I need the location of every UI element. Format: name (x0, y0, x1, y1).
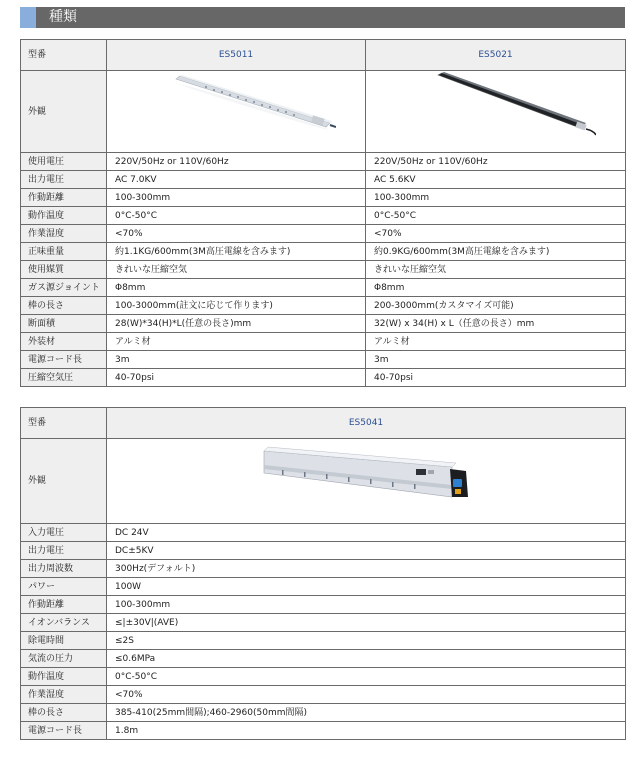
spec-label: 除電時間 (21, 632, 107, 650)
spec-value: ≤2S (107, 632, 626, 650)
spec-value-es5011: 100-3000mm(註文に応じて作ります) (107, 297, 366, 315)
spec-label: パワー (21, 578, 107, 596)
spec-label: 出力周波数 (21, 560, 107, 578)
spec-value-es5011: Φ8mm (107, 279, 366, 297)
ionizer-bar-dc-image (256, 439, 476, 523)
spec-row (21, 578, 626, 596)
spec-value-es5011: AC 7.0KV (107, 171, 366, 189)
spec-value: 1.8m (107, 722, 626, 740)
spec-value-es5011: 約1.1KG/600mm(3M高圧電線を含みます) (107, 243, 366, 261)
spec-value: DC±5KV (107, 542, 626, 560)
spec-value: 385-410(25mm間隔);460-2960(50mm間隔) (107, 704, 626, 722)
header-accent (20, 7, 36, 28)
spec-label: ガス源ジョイント (21, 279, 107, 297)
spec-value-es5021: 200-3000mm(カスタマイズ可能) (366, 297, 626, 315)
spec-value: ≤|±30V|(AVE) (107, 614, 626, 632)
spec-row (21, 369, 626, 387)
model-es5041: ES5041 (107, 408, 626, 439)
model-label: 型番 (21, 408, 107, 439)
spec-value-es5021: 3m (366, 351, 626, 369)
spec-row (21, 189, 626, 207)
spec-label: 圧縮空気圧 (21, 369, 107, 387)
spec-row (21, 650, 626, 668)
spec-value: <70% (107, 686, 626, 704)
product-image-es5021 (366, 71, 626, 153)
spec-label: 作業湿度 (21, 225, 107, 243)
spec-label: 動作温度 (21, 207, 107, 225)
spec-label: 出力電圧 (21, 542, 107, 560)
product-image-es5011 (107, 71, 366, 153)
spec-row (21, 333, 626, 351)
spec-row (21, 722, 626, 740)
spec-row (21, 614, 626, 632)
spec-value-es5011: 220V/50Hz or 110V/60Hz (107, 153, 366, 171)
spec-row (21, 704, 626, 722)
spec-label: 断面積 (21, 315, 107, 333)
spec-value-es5011: 100-300mm (107, 189, 366, 207)
spec-row (21, 351, 626, 369)
spec-table-es5041 (20, 407, 626, 740)
spec-row (21, 315, 626, 333)
spec-value-es5021: 100-300mm (366, 189, 626, 207)
spec-row (21, 686, 626, 704)
spec-value-es5011: アルミ材 (107, 333, 366, 351)
spec-label: 作動距離 (21, 189, 107, 207)
spec-value-es5011: 40-70psi (107, 369, 366, 387)
spec-value: 100-300mm (107, 596, 626, 614)
spec-label: 入力電圧 (21, 524, 107, 542)
spec-value-es5011: 0°C-50°C (107, 207, 366, 225)
spec-value: 0°C-50°C (107, 668, 626, 686)
spec-value-es5021: 40-70psi (366, 369, 626, 387)
section-title: 種類 (49, 9, 77, 25)
spec-row (21, 243, 626, 261)
model-label: 型番 (21, 40, 107, 71)
spec-label: 作業湿度 (21, 686, 107, 704)
spec-value: 300Hz(デフォルト) (107, 560, 626, 578)
spec-value: ≤0.6MPa (107, 650, 626, 668)
spec-value-es5021: 32(W) x 34(H) x L（任意の長さ）mm (366, 315, 626, 333)
appearance-row (21, 71, 626, 153)
spec-row (21, 668, 626, 686)
spec-label: 正味重量 (21, 243, 107, 261)
spec-row (21, 261, 626, 279)
spec-row (21, 153, 626, 171)
spec-label: イオンバランス (21, 614, 107, 632)
spec-row (21, 279, 626, 297)
spec-value-es5021: アルミ材 (366, 333, 626, 351)
spec-value-es5011: きれいな圧縮空気 (107, 261, 366, 279)
spec-label: 外装材 (21, 333, 107, 351)
spec-row (21, 297, 626, 315)
appearance-label: 外観 (21, 71, 107, 153)
spec-value-es5021: AC 5.6KV (366, 171, 626, 189)
spec-label: 使用電圧 (21, 153, 107, 171)
spec-label: 使用媒質 (21, 261, 107, 279)
spec-value-es5021: 0°C-50°C (366, 207, 626, 225)
spec-row (21, 596, 626, 614)
product-image-es5041 (107, 439, 626, 524)
spec-label: 動作温度 (21, 668, 107, 686)
spec-value-es5011: 28(W)*34(H)*L(任意の長さ)mm (107, 315, 366, 333)
spec-value: DC 24V (107, 524, 626, 542)
spec-value-es5011: <70% (107, 225, 366, 243)
model-row (21, 40, 626, 71)
spec-label: 電源コード長 (21, 722, 107, 740)
spec-value-es5021: 220V/50Hz or 110V/60Hz (366, 153, 626, 171)
spec-value-es5021: <70% (366, 225, 626, 243)
spec-row (21, 560, 626, 578)
spec-row (21, 542, 626, 560)
spec-row (21, 207, 626, 225)
model-es5011: ES5011 (107, 40, 366, 71)
spec-label: 電源コード長 (21, 351, 107, 369)
spec-row (21, 171, 626, 189)
spec-value-es5021: きれいな圧縮空気 (366, 261, 626, 279)
spec-value-es5011: 3m (107, 351, 366, 369)
spec-table-es5011-es5021 (20, 39, 626, 387)
model-es5021: ES5021 (366, 40, 626, 71)
ionizer-bar-black-image (396, 71, 596, 152)
spec-row (21, 225, 626, 243)
spec-label: 気流の圧力 (21, 650, 107, 668)
spec-row (21, 632, 626, 650)
model-row (21, 408, 626, 439)
spec-label: 出力電圧 (21, 171, 107, 189)
appearance-label: 外観 (21, 439, 107, 524)
spec-label: 棒の長さ (21, 297, 107, 315)
section-header (20, 7, 625, 28)
spec-value: 100W (107, 578, 626, 596)
spec-label: 作動距離 (21, 596, 107, 614)
spec-value-es5021: 約0.9KG/600mm(3M高圧電線を含みます) (366, 243, 626, 261)
spec-row (21, 524, 626, 542)
ionizer-bar-silver-image (136, 71, 336, 152)
spec-value-es5021: Φ8mm (366, 279, 626, 297)
appearance-row (21, 439, 626, 524)
spec-label: 棒の長さ (21, 704, 107, 722)
